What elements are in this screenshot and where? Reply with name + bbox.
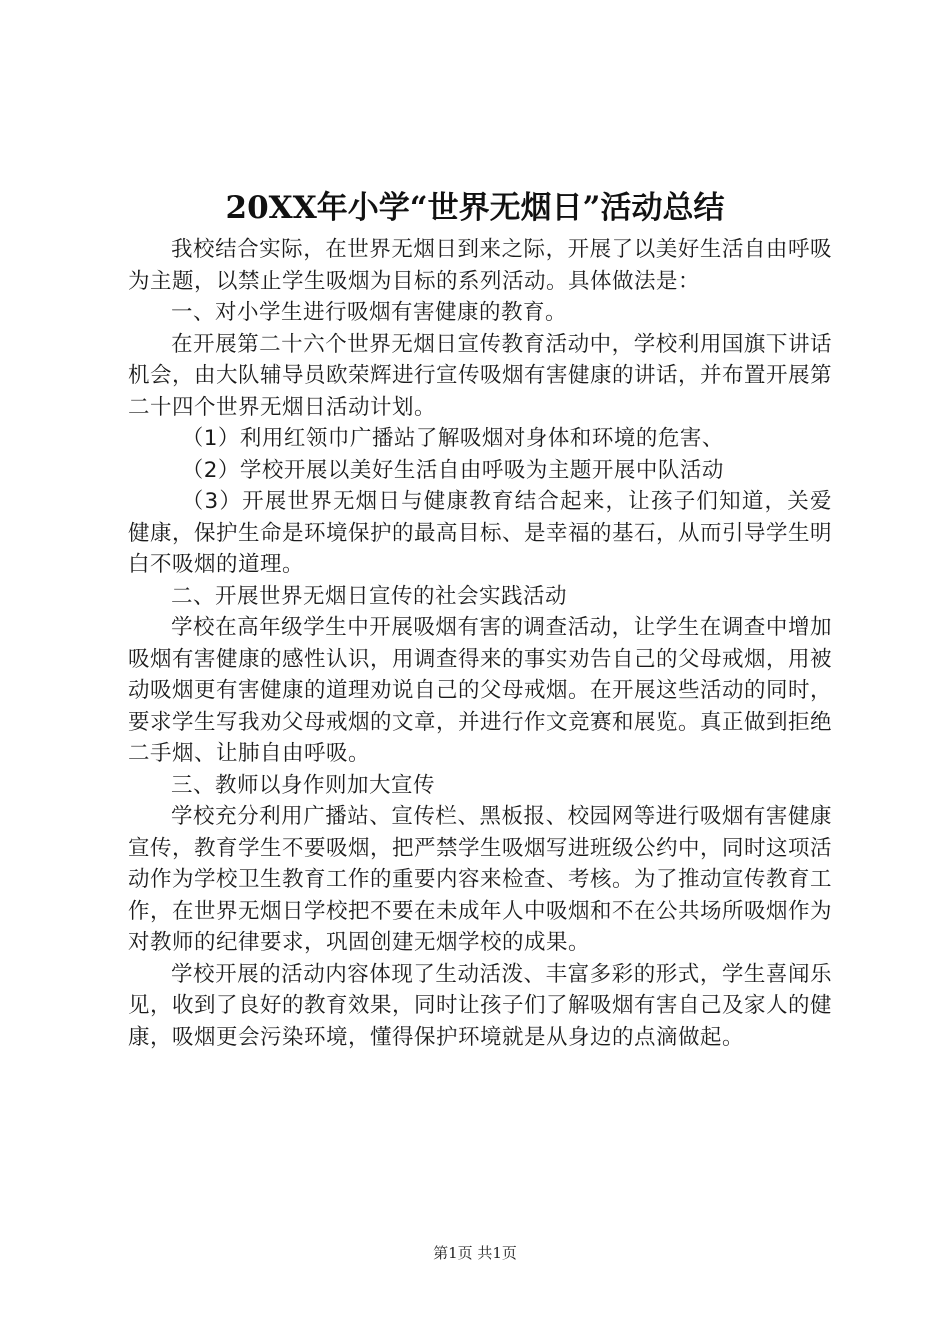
body-paragraph: 学校在高年级学生中开展吸烟有害的调查活动，让学生在调查中增加吸烟有害健康的感性认识，用调查得来的事实劝告自己的父母戒烟，用被动吸烟更有害健康的道理劝说自己的父母戒烟。在开展这些活动的同时，要求学生写我劝父母戒烟的文章，并进行作文竞赛和展览。真正做到拒绝二手烟、让肺自由呼吸。 xyxy=(128,615,833,766)
list-item-3: （3）开展世界无烟日与健康教育结合起来，让孩子们知道，关爱健康，保护生命是环境保护的最高目标、是幸福的基石，从而引导学生明白不吸烟的道理。 xyxy=(128,489,833,577)
document-title: 20XX年小学“世界无烟日”活动总结 xyxy=(225,190,725,226)
list-item-2: （2）学校开展以美好生活自由呼吸为主题开展中队活动 xyxy=(181,457,724,483)
document-body xyxy=(128,234,832,1053)
body-paragraph: 在开展第二十六个世界无烟日宣传教育活动中，学校利用国旗下讲话机会，由大队辅导员欧荣辉进行宣传吸烟有害健康的讲话，并布置开展第二十四个世界无烟日活动计划。 xyxy=(128,331,833,420)
section-heading-2: 二、开展世界无烟日宣传的社会实践活动 xyxy=(171,583,568,609)
conclusion-paragraph: 学校开展的活动内容体现了生动活泼、丰富多彩的形式，学生喜闻乐见，收到了良好的教育效果，同时让孩子们了解吸烟有害自己及家人的健康，吸烟更会污染环境，懂得保护环境就是从身边的点滴做起。 xyxy=(128,961,833,1050)
section-heading-1: 一、对小学生进行吸烟有害健康的教育。 xyxy=(171,300,568,325)
section-heading-3: 三、教师以身作则加大宣传 xyxy=(171,772,436,798)
page-footer: 第1页 共1页 xyxy=(433,1244,517,1262)
body-paragraph: 学校充分利用广播站、宣传栏、黑板报、校园网等进行吸烟有害健康宣传，教育学生不要吸烟，把严禁学生吸烟写进班级公约中，同时这项活动作为学校卫生教育工作的重要内容来检查、考核。为了推动宣传教育工作，在世界无烟日学校把不要在未成年人中吸烟和不在公共场所吸烟作为对教师的纪律要求，巩固创建无烟学校的成果。 xyxy=(128,804,833,955)
intro-paragraph: 我校结合实际，在世界无烟日到来之际，开展了以美好生活自由呼吸为主题，以禁止学生吸烟为目标的系列活动。具体做法是： xyxy=(128,237,832,294)
list-item-1: （1）利用红领巾广播站了解吸烟对身体和环境的危害、 xyxy=(181,426,724,451)
